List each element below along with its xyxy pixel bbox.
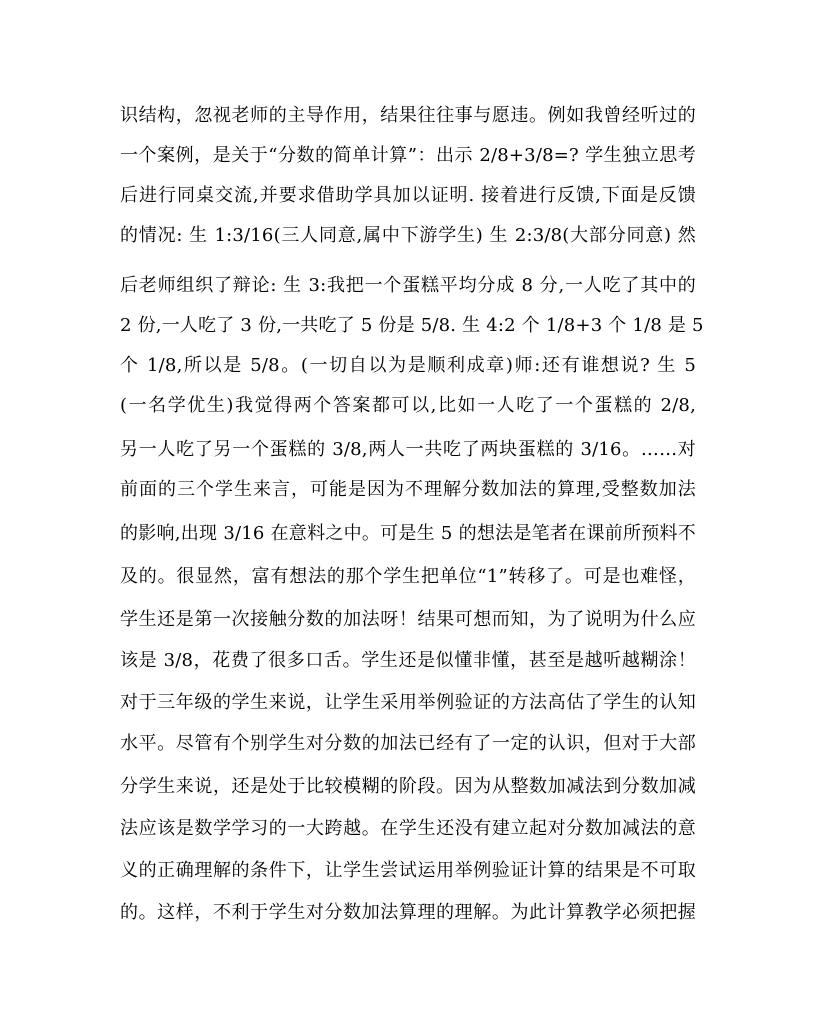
text-line: 的影响,出现 3/16 在意料之中。可是生 5 的想法是笔者在课前所预料不 <box>120 523 696 544</box>
text-line: 前面的三个学生来言，可能是因为不理解分数加法的算理,受整数加法 <box>120 479 696 500</box>
text-line: 后进行同桌交流,并要求借助学具加以证明. 接着进行反馈,下面是反馈 <box>120 185 696 206</box>
text-line: 义的正确理解的条件下，让学生尝试运用举例验证计算的结果是不可取 <box>120 860 696 881</box>
text-line: (一名学优生)我觉得两个答案都可以,比如一人吃了一个蛋糕的 2/8, <box>120 395 696 416</box>
text-line: 一个案例，是关于“分数的简单计算”：出示 2/8+3/8=? 学生独立思考 <box>120 145 696 166</box>
text-line: 的。这样，不利于学生对分数加法算理的理解。为此计算教学必须把握 <box>120 902 696 923</box>
text-line: 个 1/8,所以是 5/8。(一切自以为是顺利成章)师:还有谁想说? 生 5 <box>120 355 696 376</box>
text-line: 及的。很显然，富有想法的那个学生把单位“1”转移了。可是也难怪， <box>120 566 696 587</box>
text-line: 水平。尽管有个别学生对分数的加法已经有了一定的认识，但对于大部 <box>120 733 696 754</box>
text-line: 该是 3/8，花费了很多口舌。学生还是似懂非懂，甚至是越听越糊涂！ <box>120 650 696 671</box>
text-line: 的情况: 生 1:3/16(三人同意,属中下游学生) 生 2:3/8(大部分同意) 然 <box>120 225 696 246</box>
text-line: 对于三年级的学生来说，让学生采用举例验证的方法高估了学生的认知 <box>120 692 696 713</box>
text-line: 学生还是第一次接触分数的加法呀！结果可想而知，为了说明为什么应 <box>120 609 696 630</box>
text-line: 分学生来说，还是处于比较模糊的阶段。因为从整数加减法到分数加减 <box>120 776 696 797</box>
text-line: 法应该是数学学习的一大跨越。在学生还没有建立起对分数加减法的意 <box>120 818 696 839</box>
text-line: 识结构，忽视老师的主导作用，结果往往事与愿违。例如我曾经听过的 <box>120 105 696 126</box>
text-line: 2 份,一人吃了 3 份,一共吃了 5 份是 5/8. 生 4:2 个 1/8+3 个 1/8 是 5 <box>120 315 704 336</box>
text-line: 另一人吃了另一个蛋糕的 3/8,两人一共吃了两块蛋糕的 3/16。……对 <box>120 439 696 460</box>
text-line: 后老师组织了辩论: 生 3:我把一个蛋糕平均分成 8 分,一人吃了其中的 <box>120 275 696 296</box>
